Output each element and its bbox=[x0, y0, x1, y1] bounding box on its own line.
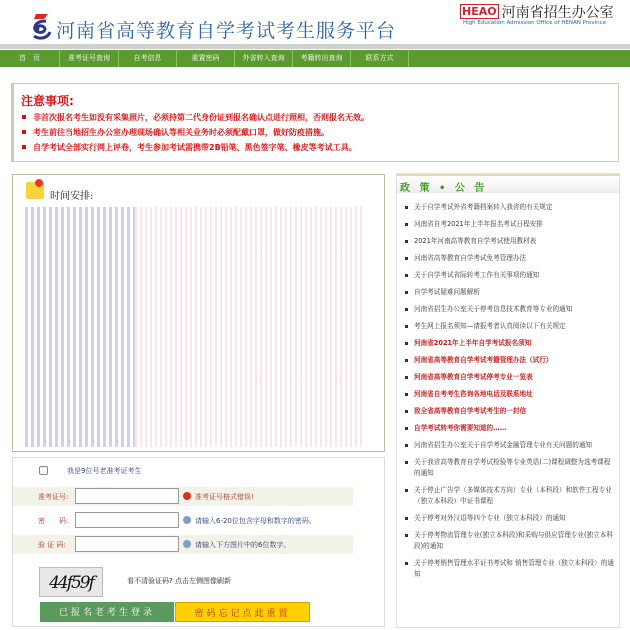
policy-link[interactable]: 考生网上报名须知—请报考者认真阅读以下有关规定 bbox=[404, 321, 616, 332]
org-name: 河南省招生办公室 bbox=[501, 5, 614, 21]
notice-item: 自学考试全部实行网上评卷，考生参加考试需携带2B铅笔、黑色签字笔、橡皮等考试工具。 bbox=[22, 140, 369, 155]
login-form bbox=[12, 457, 385, 627]
policy-title: 政 策 • 公 告 bbox=[400, 183, 488, 194]
policy-link[interactable]: 河南省高等教育自学考试停考专业一览表 bbox=[404, 372, 616, 383]
policy-link[interactable]: 关于自学考试省际转考工作有关事项的通知 bbox=[404, 270, 616, 281]
org-mark: HEAO bbox=[462, 5, 497, 18]
policy-link[interactable]: 河南省招生办公室关于停考信息技术教育等专业的通知 bbox=[404, 304, 616, 315]
captcha-label: 验 证 码: bbox=[38, 541, 66, 549]
nav-home[interactable]: 首 页 bbox=[0, 50, 60, 67]
policy-link[interactable]: 关于自学考试外省考籍档案转入我省的有关规定 bbox=[404, 202, 616, 213]
policy-link[interactable]: 河南省高等教育自学考试考籍管理办法（试行） bbox=[404, 355, 616, 366]
policy-link[interactable]: 关于停考对外汉语等四个专业（独立本科段）的通知 bbox=[404, 513, 616, 524]
nav-exam-info[interactable]: 自考信息 bbox=[119, 50, 177, 67]
captcha-row bbox=[13, 535, 353, 554]
policy-link[interactable]: 2021年河南高等教育自学考试使用教材表 bbox=[404, 236, 616, 247]
policy-link[interactable]: 自学考试疑难问题解析 bbox=[404, 287, 616, 298]
old-ticket-checkbox[interactable] bbox=[39, 466, 48, 475]
ticket-error bbox=[183, 492, 254, 502]
policy-link[interactable]: 关于停止广告学（多媒体技术方向）专业（本科段）和软件工程专业（独立本科段）中证书课程 bbox=[404, 485, 616, 507]
error-circle-icon bbox=[183, 492, 191, 500]
ticket-error-text: 准考证号格式错误! bbox=[195, 493, 254, 501]
captcha-refresh-hint: 看不清验证码? 点击左侧图像刷新 bbox=[127, 577, 231, 585]
password-input[interactable] bbox=[75, 512, 179, 528]
policy-list bbox=[404, 202, 616, 586]
reset-password-button[interactable]: 密码忘记点此重置 bbox=[175, 602, 310, 622]
policy-header bbox=[397, 174, 619, 193]
org-english-name: High Education Admission Office of HENAN Province bbox=[463, 20, 607, 26]
site-title: 河南省高等教育自学考试考生服务平台 bbox=[56, 20, 397, 42]
schedule-title: 时间安排: bbox=[50, 191, 94, 202]
divider bbox=[0, 44, 630, 49]
org-logo bbox=[460, 2, 614, 22]
notice-item: 考生前往当地招生办公室办理现场确认等相关业务时必须配戴口罩，做好防疫措施。 bbox=[22, 125, 369, 140]
notice-box bbox=[11, 83, 619, 162]
logo-icon bbox=[30, 12, 52, 42]
ticket-row bbox=[13, 487, 353, 506]
ticket-input[interactable] bbox=[75, 488, 179, 504]
ticket-label: 准考证号: bbox=[38, 493, 69, 501]
login-button[interactable]: 已报名老考生登录 bbox=[40, 602, 174, 622]
nav-ticket-query[interactable]: 准考证号查询 bbox=[60, 50, 119, 67]
pushpin-note-icon bbox=[26, 182, 44, 199]
password-hint bbox=[183, 516, 316, 526]
nav-transfer-in[interactable]: 外省转入查询 bbox=[235, 50, 293, 67]
policy-link[interactable]: 河南省高等教育自学考试免考管理办法 bbox=[404, 253, 616, 264]
nav-transfer-out[interactable]: 考籍转出查询 bbox=[293, 50, 351, 67]
policy-link[interactable]: 关于停考物流管理专业(独立本科段)和采购与供应管理专业(独立本科段)的通知 bbox=[404, 530, 616, 552]
nav-reset-password[interactable]: 重置密码 bbox=[177, 50, 235, 67]
notice-item: 非首次报名考生如没有采集照片，必须持第二代身份证到报名确认点进行照相，否则报名无效。 bbox=[22, 110, 369, 125]
captcha-hint bbox=[183, 540, 290, 550]
old-ticket-checkbox-label[interactable]: 我是9位号老准考证考生 bbox=[67, 467, 142, 475]
info-circle-icon bbox=[183, 516, 191, 524]
password-row bbox=[13, 511, 353, 530]
policy-link[interactable]: 自学考试转考你需要知道的…… bbox=[404, 423, 616, 434]
captcha-input[interactable] bbox=[75, 536, 179, 552]
policy-link[interactable]: 关于停考销售管理水平证书考试和 销售管理专业（独立本科段）的通知 bbox=[404, 558, 616, 580]
captcha-image[interactable]: 44f59f bbox=[39, 567, 103, 597]
policy-link[interactable]: 河南省自考2021年上半年报名考试日程安排 bbox=[404, 219, 616, 230]
policy-link[interactable]: 关于我省高等教育自学考试检验等专业英语(二)课程调整为选考课程的通知 bbox=[404, 457, 616, 479]
schedule-content-blurred bbox=[25, 207, 365, 447]
notice-title: 注意事项: bbox=[21, 94, 74, 108]
policy-link[interactable]: 致全省高等教育自学考试考生的一封信 bbox=[404, 406, 616, 417]
nav-contact[interactable]: 联系方式 bbox=[351, 50, 409, 67]
captcha-hint-text: 请输入下方图片中的6位数字。 bbox=[195, 541, 291, 549]
password-label: 密 码: bbox=[38, 517, 69, 525]
info-circle-icon bbox=[183, 540, 191, 548]
main-nav bbox=[0, 50, 630, 67]
policy-link[interactable]: 河南省自考考生咨询各地电话及联系地址 bbox=[404, 389, 616, 400]
policy-link[interactable]: 河南省2021年上半年自学考试报名须知 bbox=[404, 338, 616, 349]
policy-link[interactable]: 河南省招生办公室关于自学考试金融管理专业有关问题的通知 bbox=[404, 440, 616, 451]
password-hint-text: 请输入6-20位包含字母和数字的密码。 bbox=[195, 517, 316, 525]
schedule-panel bbox=[12, 174, 385, 452]
policy-panel bbox=[396, 173, 620, 628]
